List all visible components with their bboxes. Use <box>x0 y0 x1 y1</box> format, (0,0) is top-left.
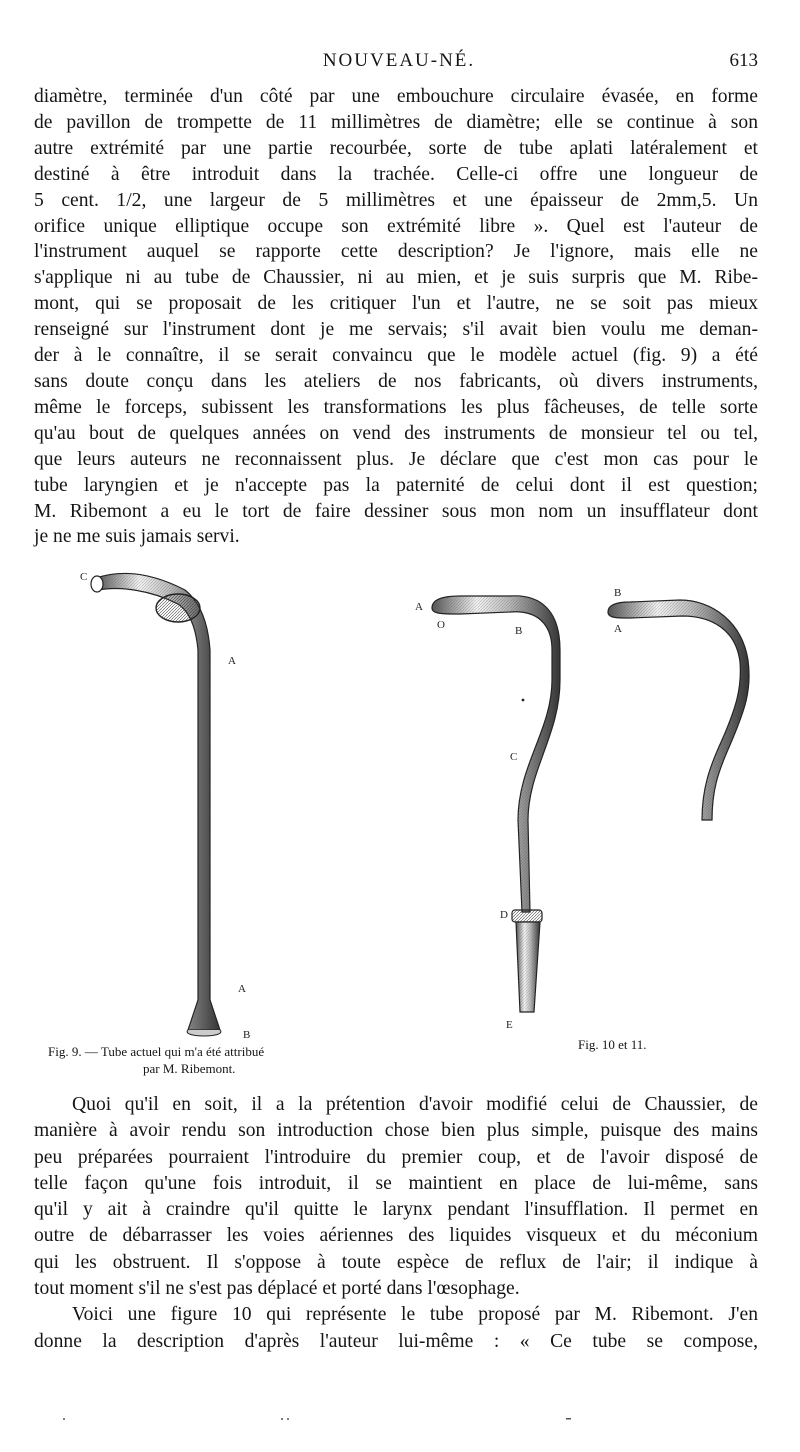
caption-line: Fig. 9. — Tube actuel qui m'a été attribué <box>48 1044 265 1059</box>
text-line: orifice unique elliptique occupe son extrémité libre ». Quel est l'auteur de <box>34 215 758 237</box>
fig11-label-a: A <box>614 623 622 635</box>
caption-line: par M. Ribemont. <box>143 1061 236 1076</box>
text-line: outre de débarrasser les voies aériennes des liquides visqueux et du méconium <box>34 1225 758 1247</box>
text-line: Voici une figure 10 qui représente le tube proposé par M. Ribemont. J'en <box>72 1304 758 1326</box>
fig9-label-a-bottom: A <box>238 983 246 995</box>
paragraph-1 <box>34 84 758 550</box>
fig9-label-b: B <box>243 1029 251 1040</box>
print-marks <box>0 1415 800 1425</box>
page-number: 613 <box>729 50 758 71</box>
text-line: M. Ribemont a eu le tort de faire dessiner sous mon nom un insufflateur dont <box>34 500 758 522</box>
running-title: NOUVEAU-NÉ. <box>322 50 476 71</box>
fig10-label-e: E <box>506 1019 513 1031</box>
figures-illustration <box>0 560 800 1040</box>
text-line: renseigné sur l'instrument dont je me servais; s'il avait bien voulu me deman- <box>34 319 758 341</box>
running-header <box>34 50 764 74</box>
text-line: sans doute conçu dans les ateliers de nos fabricants, où divers instruments, <box>34 370 758 392</box>
text-line: diamètre, terminée d'un côté par une embouchure circulaire évasée, en forme <box>34 86 758 107</box>
figure-11-tube <box>608 587 749 820</box>
collar <box>156 594 200 622</box>
fig10-label-c: C <box>510 751 518 763</box>
text-line: que leurs auteurs ne reconnaissent plus. Je déclare que c'est mon cas pour le <box>34 448 758 470</box>
text-line: même le forceps, subissent les transformations les plus fâcheuses, de telle sorte <box>34 396 758 418</box>
text-line: tout moment s'il ne s'est pas déplacé et porté dans l'œsophage. <box>34 1278 520 1300</box>
text-line: manière à avoir rendu son introduction chose bien plus simple, puisque des mains <box>34 1120 758 1142</box>
fig10-label-d: D <box>500 909 508 921</box>
fig11-label-b: B <box>614 587 622 599</box>
tube-ring-d <box>512 910 542 922</box>
tube-mouth-c <box>91 576 103 592</box>
figure-10-11-caption: Fig. 10 et 11. <box>578 1037 647 1052</box>
text-line: l'instrument auquel se rapporte cette description? Je l'ignore, mais elle ne <box>34 241 758 263</box>
figure-10-tube <box>415 596 560 1031</box>
text-line: de pavillon de trompette de 11 millimètres de diamètre; elle se continue à son <box>34 111 758 133</box>
text-line: der à le connaître, il se serait convaincu que le modèle actuel (fig. 9) a été <box>34 345 758 367</box>
text-line: je ne me suis jamais servi. <box>34 526 240 548</box>
text-line: Quoi qu'il en soit, il a la prétention d'avoir modifié celui de Chaussier, de <box>72 1094 758 1115</box>
figure-9-tube <box>80 571 250 1040</box>
text-line: 5 cent. 1/2, une largeur de 5 millimètres et une épaisseur de 2mm,5. Un <box>34 189 758 211</box>
text-line: s'applique ni au tube de Chaussier, ni au mien, et je suis surpris que M. Ribe- <box>34 267 758 289</box>
text-line: peu préparées pourraient l'introduire du premier coup, et de l'avoir disposé de <box>34 1146 758 1168</box>
fig9-label-a-top: A <box>228 655 236 667</box>
text-line: mont, qui se proposait de les critiquer l'un et l'autre, ne se soit pas mieux <box>34 293 758 315</box>
figure-9-caption <box>48 1043 368 1077</box>
text-line: qu'il y ait à craindre qu'il quitte le larynx pendant l'insufflation. Il permet en <box>34 1199 758 1221</box>
fig9-label-c: C <box>80 571 88 583</box>
fig10-label-b: B <box>515 625 523 637</box>
fig10-label-a: A <box>415 601 423 613</box>
text-line: tube laryngien et je n'accepte pas la paternité de celui dont il est question; <box>34 474 758 496</box>
text-line: telle façon qu'une fois introduit, il se maintient en place de lui-même, sans <box>34 1172 758 1194</box>
text-line: autre extrémité par une partie recourbée, sorte de tube aplati latéralement et <box>34 137 758 159</box>
paragraph-2 <box>34 1092 758 1355</box>
text-line: destiné à être introduit dans la trachée. Celle-ci offre une longueur de <box>34 163 758 185</box>
text-line: qui les obstruent. Il s'oppose à toute espèce de reflux de l'air; il indique à <box>34 1251 758 1273</box>
text-line: qu'au bout de quelques années on vend des instruments de monsieur tel ou tel, <box>34 422 758 444</box>
text-line: donne la description d'après l'auteur lui-même : « Ce tube se compose, <box>34 1330 758 1352</box>
fig10-label-o: O <box>437 619 445 631</box>
